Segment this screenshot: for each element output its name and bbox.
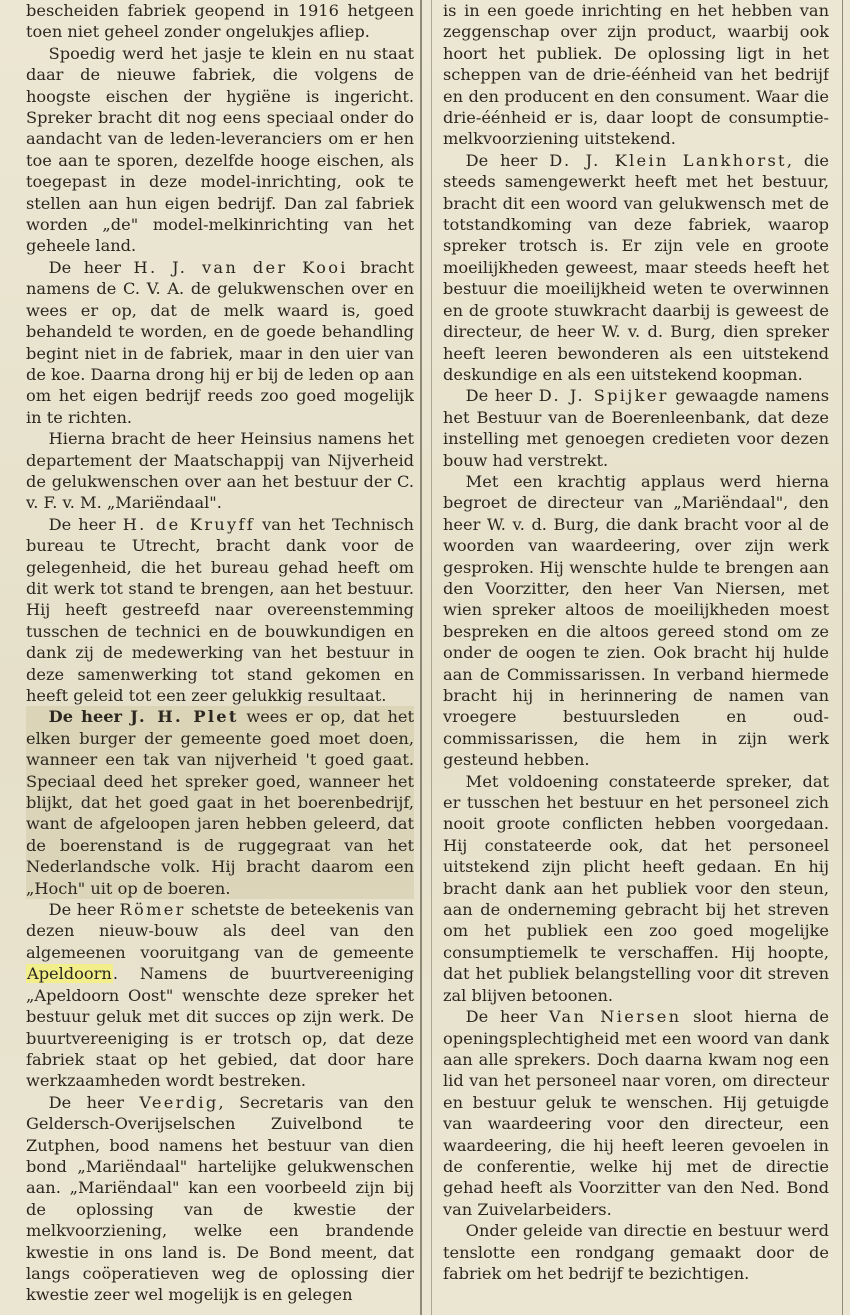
paragraph xyxy=(443,385,829,471)
paragraph-text: van het Technisch bureau te Utrecht, bracht dank voor de gelegenheid, die het bureau gehad heeft om dit werk tot stand te brengen, aan het bestuur. Hij heeft gestreefd naar overeenstemming tusschen de technici en de bouwkundigen en dank zij de medewerking van het bestuur in deze samenwerking tot stand gekomen en heeft geleid tot een zeer gelukkig resultaat. xyxy=(26,514,414,705)
article-column-left xyxy=(26,0,414,1315)
speaker-name: H. de Kruyff xyxy=(122,514,256,534)
paragraph: bescheiden fabriek geopend in 1916 hetgeen toen niet geheel zonder ongelukjes afliep. xyxy=(26,1,414,42)
paragraph xyxy=(443,1006,829,1220)
paragraph-text: schetste de beteekenis van dezen nieuw-bouw als deel van den algemeenen vooruitgang van de gemeente xyxy=(26,900,414,962)
speaker-prefix: De heer xyxy=(465,1007,550,1027)
paragraph xyxy=(26,257,414,428)
paragraph: Met voldoening constateerde spreker, dat er tusschen het bestuur en het personeel zich nooit groote conflicten hebben voorgedaan. Hij constateerde ook, dat het personeel uitstekend zijn plicht heeft gedaan. En hij bracht dank aan het publiek voor den steun, aan de onderneming gebracht bij het streven om het publiek een zoo goed mogelijke consumptiemelk te verschaffen. Hij hoopte, dat het publiek belangstelling voor dit streven zal blijven betoonen. xyxy=(443,771,829,1005)
speaker-name: Veerdig xyxy=(139,1092,219,1112)
paragraph: Met een krachtig applaus werd hierna begroet de directeur van „Mariëndaal", den heer W. v. d. Burg, die dank bracht voor al de woorden van waardeering, over zijn werk gesproken. Hij wenschte hulde te brengen aan den Voorzitter, den heer Van Niersen, met wien spreker altoos de moeilijkheden moest bespreken en die altoos gereed stond om ze onder de oogen te zien. Ook bracht hij hulde aan de Commissarissen. In verband hiermede bracht hij in herinnering de namen van vroegere bestuursleden en oud-commissarissen, die hem in zijn werk gesteund hebben. xyxy=(443,471,829,770)
speaker-name: D. J. Spijker xyxy=(538,386,669,406)
paragraph-text: sloot hierna de openingsplechtigheid met een woord van dank aan alle sprekers. Doch daarna kwam nog een lid van het personeel naar voren, om directeur en bestuur geluk te wenschen. Hij getuigde van waardeering voor den directeur, een waardeering, die hij heeft leeren gevoelen in de conferentie, welke hij met de directie gehad heeft als Voorzitter van den Ned. Bond van Zuivelarbeiders. xyxy=(443,1007,829,1219)
paragraph-text: gewaagde namens het Bestuur van de Boerenleenbank, dat deze instelling met genoegen credieten voor dezen bouw had verstrekt. xyxy=(443,386,829,470)
speaker-prefix: De heer xyxy=(48,257,134,277)
paragraph xyxy=(443,150,829,385)
paragraph xyxy=(26,899,414,1092)
speaker-name: D. J. Klein Lankhorst xyxy=(549,150,787,170)
speaker-name: Römer xyxy=(119,900,186,920)
speaker-prefix: De heer xyxy=(48,707,131,727)
paragraph: Hierna bracht de heer Heinsius namens het departement der Maatschappij van Nijverheid de gelukwenschen over aan het bestuur der C. v. F. v. M. „Mariëndaal". xyxy=(26,429,414,513)
column-rule-thin xyxy=(431,0,432,1315)
paragraph xyxy=(26,514,414,707)
paragraph: is in een goede inrichting en het hebben van zeggenschap over zijn product, waarbij ook hoort het publiek. De oplossing ligt in het scheppen van de drie-éénheid van het bedrijf en den producent en den consument. Waar die drie-éénheid er is, daar loopt de consumptie-melkvoorziening uitstekend. xyxy=(443,1,829,149)
paragraph-text: wees er op, dat het elken burger der gemeente goed moet doen, wanneer een tak van nijverheid 't goed gaat. Speciaal deed het spreker goed, wanneer het blijkt, dat het goed gaat in het boerenbedrijf, want de afgeloopen jaren hebben geleerd, dat de boerenstand is de ruggegraat van het Nederlandsche volk. Hij bracht daarom een „Hoch" uit op de boeren. xyxy=(26,707,414,898)
paragraph-text: , die steeds samengewerkt heeft met het bestuur, bracht dit een woord van gelukwensch met de totstandkoming van deze fabriek, waarop spreker trotsch is. Er zijn vele en groote moeilijkheden geweest, maar steeds heeft het bestuur die moeilijkheid weten te overwinnen en de groote stuwkracht daarbij is geweest de directeur, de heer W. v. d. Burg, dien spreker heeft leeren bewonderen als een uitstekend deskundige en als een uitstekend koopman. xyxy=(443,150,829,384)
right-edge-rule xyxy=(842,0,843,1315)
speaker-prefix: De heer xyxy=(465,386,539,406)
speaker-prefix: De heer xyxy=(48,514,123,534)
speaker-name: Van Niersen xyxy=(549,1007,682,1027)
paragraph-text: . Namens de buurtvereeniging „Apeldoorn Oost" wenschte deze spreker het bestuur geluk met dit succes op zijn werk. De buurtvereeniging is er trotsch op, dat deze fabriek staat op het gebied, dat door hare werkzaamheden wordt bestreken. xyxy=(26,964,414,1091)
speaker-prefix: De heer xyxy=(465,150,550,170)
paragraph-text: bracht namens de C. V. A. de gelukwenschen over en wees er op, dat de melk waard is, goed behandeld te worden, en de goede behandling begint niet in de fabriek, maar in den uier van de koe. Daarna drong hij er bij de leden op aan om het eigen bedrijf reeds zoo goed mogelijk in te richten. xyxy=(26,257,414,427)
column-rule xyxy=(420,0,422,1315)
paragraph: Spoedig werd het jasje te klein en nu staat daar de nieuwe fabriek, die volgens de hoogste eischen der hygiëne is ingericht. Spreker bracht dit nog eens speciaal onder do aandacht van de leden-leveranciers om er hen toe aan te sporen, dezelfde hooge eischen, als toegepast in deze model-inrichting, ook te stellen aan hun eigen bedrijf. Dan zal fabriek worden „de" model-melkinrichting van het geheele land. xyxy=(26,43,414,256)
speaker-name: J. H. Plet xyxy=(130,707,239,727)
paragraph-text: , Secretaris van den Geldersch-Overijselschen Zuivelbond te Zutphen, bood namens het bestuur van dien bond „Mariëndaal" hartelijke gelukwenschen aan. „Mariëndaal" kan een voorbeeld zijn bij de oplossing van de kwestie der melkvoorziening, welke een brandende kwestie in ons land is. De Bond meent, dat langs coöperatieven weg de oplossing dier kwestie zeer wel mogelijk is en gelegen xyxy=(26,1092,414,1305)
paragraph xyxy=(26,706,414,899)
speaker-prefix: De heer xyxy=(48,900,120,920)
article-column-right xyxy=(443,0,829,1315)
paragraph: Onder geleide van directie en bestuur werd tenslotte een rondgang gemaakt door de fabriek om het bedrijf te bezichtigen. xyxy=(443,1221,829,1283)
speaker-name: H. J. van der Kooi xyxy=(133,257,348,277)
highlighted-term: Apeldoorn xyxy=(27,964,112,984)
paragraph xyxy=(26,1092,414,1306)
speaker-prefix: De heer xyxy=(48,1092,140,1112)
